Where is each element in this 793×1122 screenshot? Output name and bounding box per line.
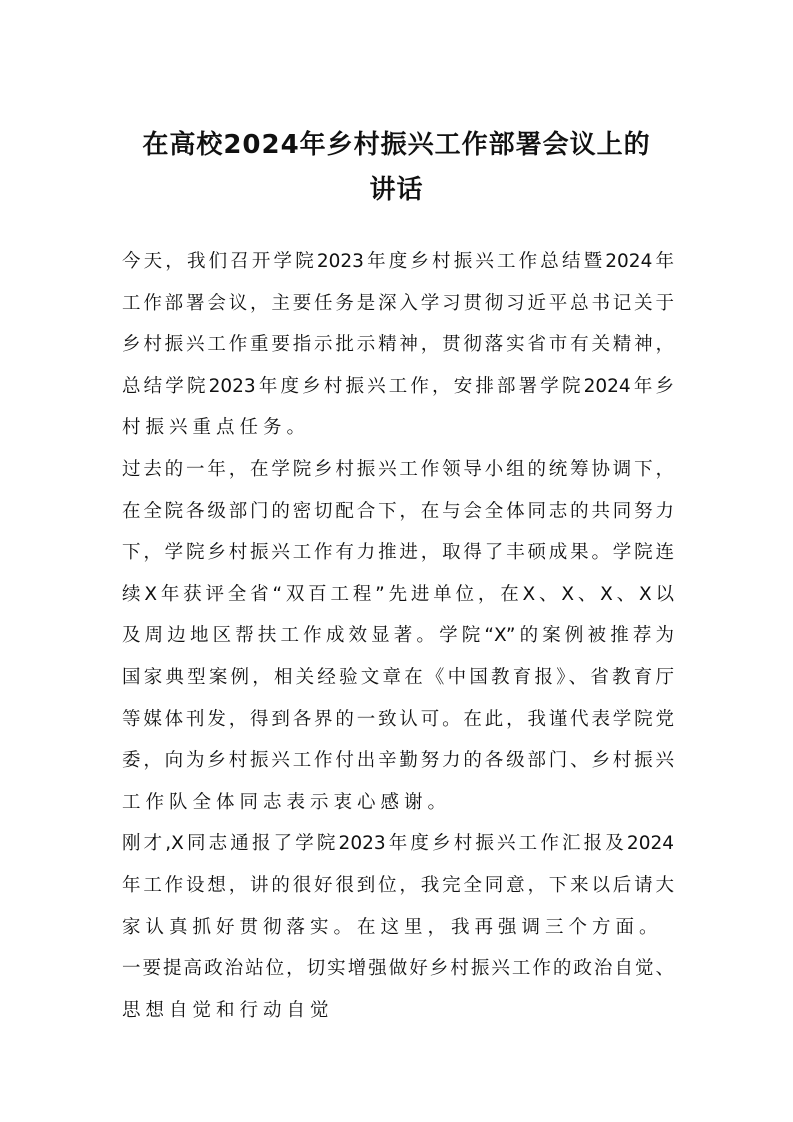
paragraph-1-line: 工作部署会议，主要任务是深入学习贯彻习近平总书记关于	[122, 292, 674, 314]
paragraph-1-line: 今天，我们召开学院2023年度乡村振兴工作总结暨2024年	[122, 251, 674, 272]
paragraph-2-line: 下，学院乡村振兴工作有力推进，取得了丰硕成果。学院连	[122, 542, 674, 564]
paragraph-2-line: 及周边地区帮扶工作成效显著。学院“X”的案例被推荐为	[122, 625, 674, 647]
document-body	[122, 241, 674, 1031]
paragraph-2-line: 过去的一年，在学院乡村振兴工作领导小组的统筹协调下，	[122, 458, 674, 480]
paragraph-2-line: 等媒体刊发，得到各界的一致认可。在此，我谨代表学院党	[122, 708, 674, 730]
document-title-line-2: 讲话	[369, 175, 424, 205]
paragraph-3-line: 刚才,X同志通报了学院2023年度乡村振兴工作汇报及2024	[122, 833, 674, 855]
paragraph-2-line: 在全院各级部门的密切配合下，在与会全体同志的共同努力	[122, 500, 674, 522]
paragraph-1-line: 村振兴重点任务。	[122, 417, 311, 439]
paragraph-3-line: 家认真抓好贯彻落实。在这里，我再强调三个方面。	[122, 916, 663, 938]
paragraph-1-line: 总结学院2023年度乡村振兴工作，安排部署学院2024年乡	[122, 375, 674, 397]
paragraph-3-line: 年工作设想，讲的很好很到位，我完全同意，下来以后请大	[122, 874, 674, 896]
paragraph-2-line: 工作队全体同志表示衷心感谢。	[122, 791, 452, 813]
paragraph-2-line: 续X年获评全省“双百工程”先进单位，在X、X、X、X以	[122, 583, 674, 605]
paragraph-2-line: 委，向为乡村振兴工作付出辛勤努力的各级部门、乡村振兴	[122, 750, 674, 772]
paragraph-2-line: 国家典型案例，相关经验文章在《中国教育报》、省教育厅	[122, 666, 674, 688]
paragraph-4-line: 一要提高政治站位，切实增强做好乡村振兴工作的政治自觉、	[122, 958, 674, 980]
paragraph-1-line: 乡村振兴工作重要指示批示精神，贯彻落实省市有关精神，	[122, 334, 674, 356]
paragraph-4-line: 思想自觉和行动自觉	[122, 999, 334, 1021]
document-title-line-1: 在高校2024年乡村振兴工作部署会议上的	[142, 130, 651, 160]
